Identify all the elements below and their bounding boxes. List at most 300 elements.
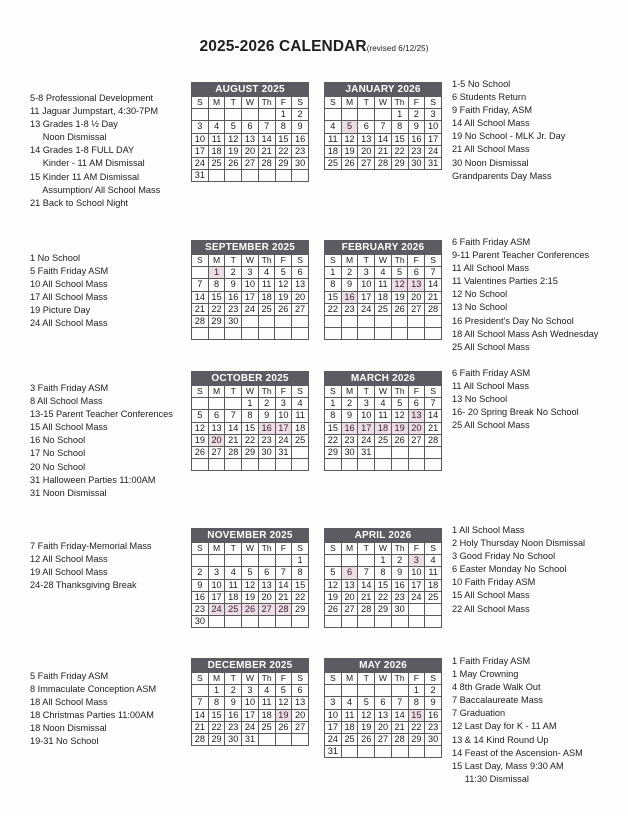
day-cell: 21 [391, 721, 408, 733]
day-cell: 4 [225, 567, 242, 579]
empty-day-cell [225, 170, 242, 182]
day-cell: 13 [358, 133, 375, 145]
empty-day-cell [408, 603, 425, 615]
day-cell: 10 [358, 410, 375, 422]
empty-day-cell [258, 616, 275, 628]
empty-day-cell [408, 315, 425, 327]
day-cell: 8 [325, 279, 342, 291]
month-calendar [324, 528, 442, 628]
week-row [192, 109, 309, 121]
day-cell: 13 [258, 579, 275, 591]
day-cell: 29 [408, 733, 425, 745]
day-cell: 11 [258, 279, 275, 291]
weekday-header: F [275, 386, 292, 398]
day-cell: 27 [208, 446, 225, 458]
event-line: 1 Faith Friday ASM [452, 656, 531, 666]
weekday-header: S [425, 386, 442, 398]
day-cell: 27 [341, 603, 358, 615]
day-cell: 10 [425, 121, 442, 133]
weekday-header: F [408, 97, 425, 109]
day-cell: 8 [208, 279, 225, 291]
week-row [325, 567, 442, 579]
day-cell: 24 [192, 157, 209, 169]
day-cell: 23 [225, 721, 242, 733]
month-name: JANUARY 2026 [325, 83, 442, 97]
weekday-header: W [242, 543, 259, 555]
day-cell: 28 [192, 733, 209, 745]
day-cell: 19 [391, 422, 408, 434]
empty-day-cell [358, 616, 375, 628]
event-line: 1 No School [30, 253, 81, 263]
day-cell: 18 [325, 145, 342, 157]
day-cell: 6 [242, 121, 259, 133]
event-line: 25 All School Mass [452, 420, 530, 431]
day-cell: 19 [225, 145, 242, 157]
day-cell: 24 [208, 603, 225, 615]
month-name: AUGUST 2025 [192, 83, 309, 97]
day-cell: 12 [325, 579, 342, 591]
empty-day-cell [408, 446, 425, 458]
day-cell: 8 [275, 121, 292, 133]
weekday-header: M [341, 386, 358, 398]
day-cell: 8 [208, 697, 225, 709]
day-cell: 22 [275, 145, 292, 157]
day-cell: 27 [408, 434, 425, 446]
day-cell: 11 [325, 133, 342, 145]
empty-day-cell [242, 616, 259, 628]
empty-day-cell [375, 446, 392, 458]
day-cell: 7 [258, 121, 275, 133]
empty-day-cell [425, 446, 442, 458]
week-row [325, 555, 442, 567]
day-cell: 27 [292, 303, 309, 315]
day-cell: 22 [375, 591, 392, 603]
day-cell: 10 [208, 579, 225, 591]
day-cell: 20 [341, 591, 358, 603]
month-calendar [324, 82, 442, 170]
weekday-header: W [375, 673, 392, 685]
empty-day-cell [325, 315, 342, 327]
empty-day-cell [358, 685, 375, 697]
weekday-header: T [358, 543, 375, 555]
empty-day-cell [408, 328, 425, 340]
event-line: 11 Jaguar Jumpstart, 4:30-7PM [30, 106, 159, 117]
day-cell: 14 [358, 579, 375, 591]
day-cell: 28 [275, 603, 292, 615]
event-line: 18 Noon Dismissal [30, 723, 107, 734]
left-event-notes [30, 92, 160, 210]
day-cell: 8 [391, 121, 408, 133]
empty-day-cell [258, 459, 275, 471]
day-cell: 2 [425, 685, 442, 697]
day-cell: 12 [341, 133, 358, 145]
event-line: 9-11 Parent Teacher Conferences [452, 250, 590, 261]
weekday-header: W [242, 255, 259, 267]
day-cell: 18 [341, 721, 358, 733]
empty-day-cell [292, 459, 309, 471]
event-line: 18 All School Mass [30, 697, 108, 708]
event-line: 3 Faith Friday ASM [30, 383, 109, 393]
week-row [192, 145, 309, 157]
month-name: SEPTEMBER 2025 [192, 241, 309, 255]
weekday-header: M [208, 386, 225, 398]
empty-day-cell [408, 459, 425, 471]
weekday-header: F [275, 97, 292, 109]
empty-day-cell [275, 328, 292, 340]
day-cell: 22 [325, 303, 342, 315]
day-cell: 24 [408, 591, 425, 603]
empty-day-cell [391, 459, 408, 471]
day-cell: 28 [425, 434, 442, 446]
empty-day-cell [341, 616, 358, 628]
event-line: 20 No School [30, 461, 86, 472]
event-line: 10 All School Mass [30, 279, 108, 290]
empty-day-cell [325, 328, 342, 340]
day-cell: 14 [275, 579, 292, 591]
empty-day-cell [292, 315, 309, 327]
event-line: 30 Noon Dismissal [452, 157, 529, 168]
weekday-header: Th [391, 97, 408, 109]
day-cell: 6 [358, 121, 375, 133]
weekday-header: M [341, 673, 358, 685]
day-cell: 13 [242, 133, 259, 145]
empty-day-cell [375, 685, 392, 697]
week-row [325, 315, 442, 327]
day-cell: 4 [325, 121, 342, 133]
empty-day-cell [375, 459, 392, 471]
weekday-header: T [225, 673, 242, 685]
day-cell: 3 [425, 109, 442, 121]
event-line: 4 8th Grade Walk Out [452, 682, 541, 693]
day-cell: 22 [325, 434, 342, 446]
week-row [325, 157, 442, 169]
day-cell: 12 [391, 410, 408, 422]
empty-day-cell [258, 109, 275, 121]
day-cell: 9 [225, 279, 242, 291]
event-line: 11 All School Mass [452, 381, 529, 392]
day-cell: 10 [242, 697, 259, 709]
day-cell: 17 [325, 721, 342, 733]
day-cell: 2 [408, 109, 425, 121]
month-calendar [324, 658, 442, 758]
day-cell: 15 [325, 291, 342, 303]
day-cell: 25 [258, 303, 275, 315]
empty-day-cell [391, 616, 408, 628]
day-cell: 9 [292, 121, 309, 133]
week-row [192, 291, 309, 303]
empty-day-cell [425, 315, 442, 327]
event-line: 7 Baccalaureate Mass [452, 695, 543, 706]
weekday-header: W [242, 386, 259, 398]
weekday-header: M [208, 255, 225, 267]
week-row [325, 303, 442, 315]
empty-day-cell [325, 109, 342, 121]
event-line: 21 All School Mass [452, 144, 530, 155]
empty-day-cell [341, 109, 358, 121]
day-cell: 20 [358, 145, 375, 157]
day-cell: 15 [391, 133, 408, 145]
day-cell: 16 [292, 133, 309, 145]
day-cell: 14 [425, 410, 442, 422]
empty-day-cell [275, 315, 292, 327]
empty-day-cell [192, 685, 209, 697]
event-line: 16- 20 Spring Break No School [452, 407, 579, 418]
right-event-notes [452, 236, 598, 354]
day-cell: 9 [192, 579, 209, 591]
event-line: 6 Students Return [452, 92, 527, 103]
weekday-header: M [341, 255, 358, 267]
day-cell: 8 [408, 697, 425, 709]
weekday-header: Th [258, 543, 275, 555]
month-name: MARCH 2026 [325, 372, 442, 386]
day-cell: 19 [192, 434, 209, 446]
day-cell: 4 [375, 398, 392, 410]
day-cell: 31 [192, 170, 209, 182]
day-cell: 28 [225, 446, 242, 458]
week-row [325, 616, 442, 628]
day-cell: 24 [425, 145, 442, 157]
day-cell: 25 [208, 157, 225, 169]
day-cell: 7 [425, 267, 442, 279]
day-cell: 26 [391, 434, 408, 446]
weekday-header: S [325, 97, 342, 109]
week-row [192, 721, 309, 733]
day-cell: 29 [208, 733, 225, 745]
weekday-header: W [242, 97, 259, 109]
empty-day-cell [275, 733, 292, 745]
event-line: 14 All School Mass [452, 118, 530, 129]
day-cell: 20 [408, 291, 425, 303]
day-cell: 23 [258, 434, 275, 446]
weekday-header: T [225, 255, 242, 267]
day-cell: 13 [292, 279, 309, 291]
weekday-header: T [225, 543, 242, 555]
event-line: 16 President's Day No School [452, 315, 574, 326]
day-cell: 9 [408, 121, 425, 133]
day-cell: 21 [358, 591, 375, 603]
day-cell: 29 [275, 157, 292, 169]
event-line: 15 Kinder 11 AM Dismissal [30, 171, 140, 182]
day-cell: 22 [408, 721, 425, 733]
day-cell: 11 [375, 279, 392, 291]
day-cell: 7 [192, 697, 209, 709]
day-cell: 14 [192, 291, 209, 303]
empty-day-cell [225, 555, 242, 567]
day-cell: 15 [292, 579, 309, 591]
month-name: DECEMBER 2025 [192, 659, 309, 673]
weekday-header: Th [258, 386, 275, 398]
day-cell: 11 [341, 709, 358, 721]
day-cell: 2 [391, 555, 408, 567]
weekday-header: T [358, 255, 375, 267]
weekday-header: S [325, 673, 342, 685]
weekday-header: W [375, 386, 392, 398]
week-row [325, 459, 442, 471]
day-cell: 29 [391, 157, 408, 169]
empty-day-cell [192, 328, 209, 340]
week-row [325, 434, 442, 446]
day-cell: 9 [341, 410, 358, 422]
day-cell: 2 [341, 398, 358, 410]
weekday-header: F [408, 255, 425, 267]
event-line: 7 Graduation [452, 708, 506, 719]
day-cell: 19 [391, 291, 408, 303]
day-cell: 5 [225, 121, 242, 133]
day-cell: 3 [242, 685, 259, 697]
weekday-header: S [292, 255, 309, 267]
empty-day-cell [341, 555, 358, 567]
day-cell: 6 [258, 567, 275, 579]
empty-day-cell [375, 328, 392, 340]
day-cell: 26 [391, 303, 408, 315]
event-line: 19-31 No School [30, 736, 99, 747]
day-cell: 26 [225, 157, 242, 169]
day-cell: 16 [225, 709, 242, 721]
week-row [192, 685, 309, 697]
week-row [325, 121, 442, 133]
day-cell: 5 [391, 398, 408, 410]
empty-day-cell [358, 746, 375, 758]
day-cell: 12 [242, 579, 259, 591]
day-cell: 29 [325, 446, 342, 458]
week-row [192, 459, 309, 471]
event-line: 12 Last Day for K - 11 AM [452, 721, 557, 732]
day-cell: 17 [242, 709, 259, 721]
event-line: 13 Grades 1-8 ½ Day [30, 119, 118, 130]
day-cell: 6 [375, 697, 392, 709]
empty-day-cell [242, 170, 259, 182]
day-cell: 6 [292, 685, 309, 697]
day-cell: 15 [275, 133, 292, 145]
empty-day-cell [242, 555, 259, 567]
weekday-header: S [192, 97, 209, 109]
weekday-header: M [341, 97, 358, 109]
empty-day-cell [391, 328, 408, 340]
day-cell: 30 [258, 446, 275, 458]
month-name: FEBRUARY 2026 [325, 241, 442, 255]
day-cell: 15 [325, 422, 342, 434]
day-cell: 19 [341, 145, 358, 157]
week-row [192, 398, 309, 410]
day-cell: 18 [375, 422, 392, 434]
day-cell: 15 [242, 422, 259, 434]
weekday-header: F [408, 673, 425, 685]
empty-day-cell [341, 685, 358, 697]
week-row [192, 170, 309, 182]
day-cell: 23 [192, 603, 209, 615]
weekday-header: Th [258, 255, 275, 267]
page-title [0, 38, 628, 56]
event-line: Noon Dismissal [30, 132, 107, 143]
weekday-header: S [325, 386, 342, 398]
day-cell: 16 [258, 422, 275, 434]
week-row [325, 398, 442, 410]
empty-day-cell [408, 746, 425, 758]
empty-day-cell [375, 109, 392, 121]
day-cell: 3 [275, 398, 292, 410]
weekday-header: S [425, 543, 442, 555]
day-cell: 4 [258, 685, 275, 697]
event-line: 31 Noon Dismissal [30, 487, 107, 498]
day-cell: 27 [242, 157, 259, 169]
empty-day-cell [408, 616, 425, 628]
empty-day-cell [275, 170, 292, 182]
empty-day-cell [425, 328, 442, 340]
day-cell: 21 [425, 422, 442, 434]
day-cell: 27 [258, 603, 275, 615]
week-row [192, 709, 309, 721]
event-line: 13 No School [452, 394, 508, 405]
month-name: APRIL 2026 [325, 529, 442, 543]
day-cell: 25 [225, 603, 242, 615]
weekday-header: F [275, 673, 292, 685]
day-cell: 7 [225, 410, 242, 422]
day-cell: 24 [358, 434, 375, 446]
weekday-header: W [242, 673, 259, 685]
day-cell: 23 [225, 303, 242, 315]
day-cell: 2 [292, 109, 309, 121]
day-cell: 17 [275, 422, 292, 434]
calendar-title: 2025-2026 CALENDAR [199, 38, 367, 55]
day-cell: 14 [225, 422, 242, 434]
day-cell: 30 [225, 315, 242, 327]
day-cell: 21 [275, 591, 292, 603]
month-name: OCTOBER 2025 [192, 372, 309, 386]
event-line: 13-15 Parent Teacher Conferences [30, 409, 173, 420]
day-cell: 28 [425, 303, 442, 315]
day-cell: 25 [325, 157, 342, 169]
day-cell: 30 [391, 603, 408, 615]
week-row [325, 603, 442, 615]
day-cell: 29 [208, 315, 225, 327]
month-calendar [191, 371, 309, 471]
event-line: 31 Halloween Parties 11:00AM [30, 474, 156, 485]
day-cell: 1 [391, 109, 408, 121]
event-line: 11:30 Dismissal [452, 773, 529, 784]
weekday-header: F [408, 543, 425, 555]
day-cell: 15 [208, 291, 225, 303]
event-line: 19 No School - MLK Jr. Day [452, 131, 566, 142]
event-line: 15 Last Day, Mass 9:30 AM [452, 760, 564, 771]
right-event-notes [452, 655, 583, 786]
event-line: 1 All School Mass [452, 525, 525, 535]
week-row [192, 603, 309, 615]
day-cell: 1 [375, 555, 392, 567]
day-cell: 28 [258, 157, 275, 169]
event-line: 5-8 Professional Development [30, 93, 154, 103]
right-event-notes [452, 524, 585, 616]
event-line: 12 No School [452, 289, 508, 300]
day-cell: 30 [225, 733, 242, 745]
day-cell: 30 [292, 157, 309, 169]
day-cell: 7 [275, 567, 292, 579]
week-row [192, 591, 309, 603]
month-calendar [191, 658, 309, 746]
month-calendar [324, 240, 442, 340]
weekday-header: S [325, 255, 342, 267]
week-row [325, 328, 442, 340]
empty-day-cell [425, 616, 442, 628]
weekday-header: M [208, 673, 225, 685]
day-cell: 11 [208, 133, 225, 145]
day-cell: 17 [208, 591, 225, 603]
day-cell: 9 [225, 697, 242, 709]
day-cell: 19 [275, 291, 292, 303]
empty-day-cell [391, 685, 408, 697]
weekday-header: W [375, 255, 392, 267]
day-cell: 27 [408, 303, 425, 315]
month-name: MAY 2026 [325, 659, 442, 673]
